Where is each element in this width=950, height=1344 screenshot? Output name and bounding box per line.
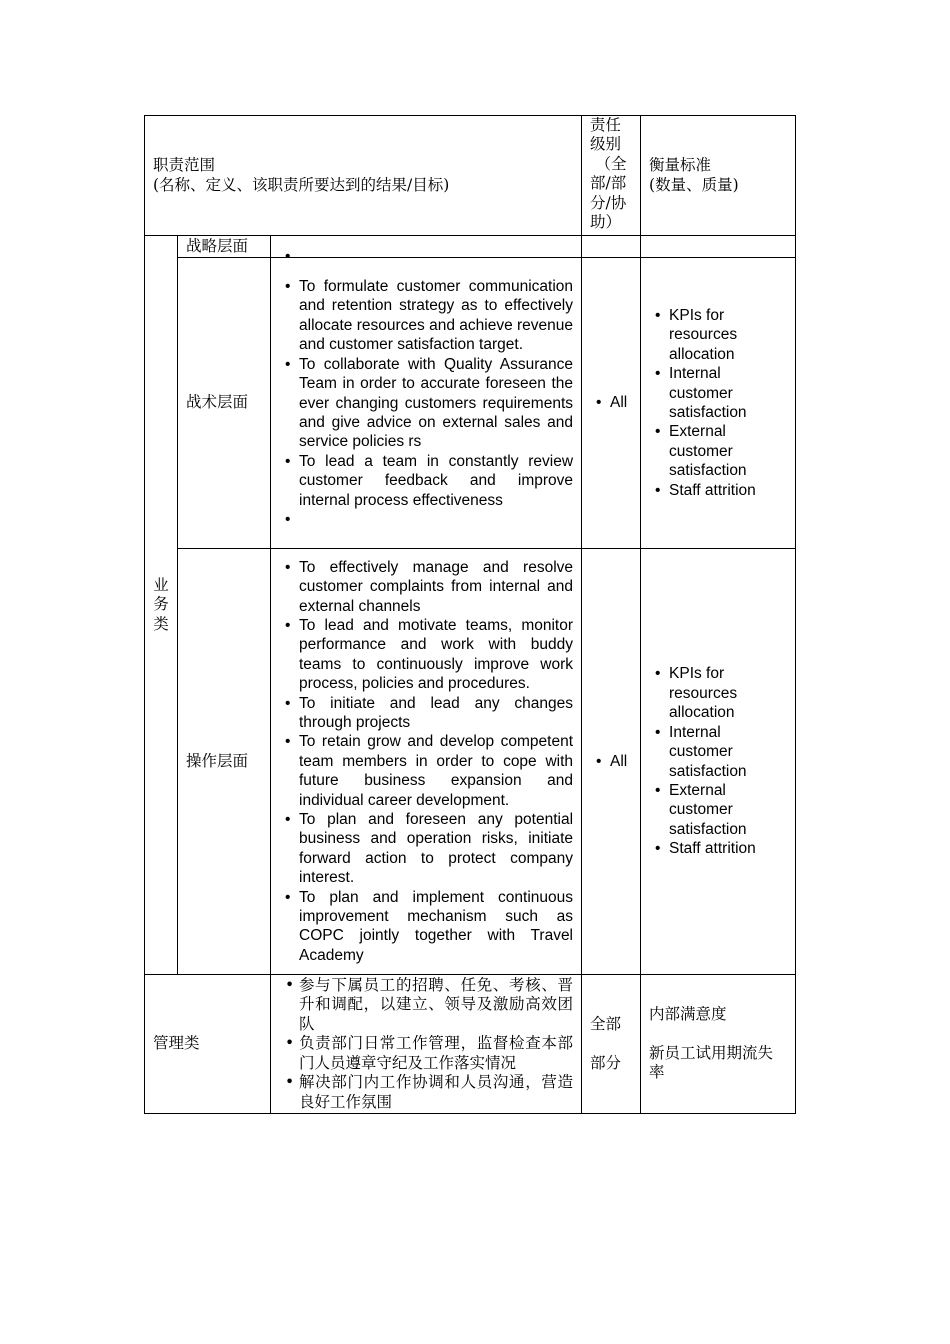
scope-subtitle: (名称、定义、该职责所要达到的结果/目标) xyxy=(153,175,450,194)
management-list xyxy=(279,976,573,1112)
scope-header-cell xyxy=(145,116,582,236)
operational-measure-cell xyxy=(641,549,796,975)
measure-subtitle: (数量、质量) xyxy=(649,175,739,194)
level-value: 部分 xyxy=(590,1053,622,1072)
business-category-char: 务 xyxy=(153,595,169,614)
list-item xyxy=(299,510,573,529)
list-item: • 解决部门内工作协调和人员沟通，营造良好工作氛围 xyxy=(299,1073,573,1112)
measure-item: • Internal customer satisfaction xyxy=(669,723,787,781)
measure-item: 内部满意度 xyxy=(649,1005,727,1024)
list-item: • 参与下属员工的招聘、任免、考核、晋升和调配，以建立、领导及激励高效团队 xyxy=(299,976,573,1034)
operational-level-list xyxy=(590,752,632,771)
measure-item: • External customer satisfaction xyxy=(669,422,787,480)
header-row xyxy=(145,116,796,236)
list-item: • To lead and motivate teams, monitor performance and work with buddy teams to continuously improve work process, policies and procedures. xyxy=(299,616,573,694)
list-item: • To plan and implement continuous improvement mechanism such as COPC jointly together with Travel Academy xyxy=(299,888,573,966)
list-item: • To collaborate with Quality Assurance Team in order to accurate foreseen the ever changing customers requirements and give advice on external sales and service policies rs xyxy=(299,355,573,452)
business-category-char: 业 xyxy=(153,575,169,594)
measure-title: 衡量标准 xyxy=(649,156,712,175)
tactical-label: 战术层面 xyxy=(178,258,271,549)
operational-row xyxy=(145,549,796,975)
list-item: • To lead a team in constantly review customer feedback and improve internal process effectiveness xyxy=(299,452,573,510)
level-header-line: （全 xyxy=(595,154,627,173)
management-items-cell xyxy=(271,975,582,1114)
strategic-label: 战略层面 xyxy=(178,236,271,258)
tactical-level-cell xyxy=(582,258,641,549)
level-header-line: 分/协 xyxy=(590,193,627,212)
scope-title: 职责范围 xyxy=(153,156,216,175)
level-header-line: 级别 xyxy=(590,135,622,154)
management-label: 管理类 xyxy=(145,975,271,1114)
operational-measure-list xyxy=(649,664,787,858)
list-item: • To formulate customer communication and retention strategy as to effectively allocate resources and achieve revenue and customer satisfaction target. xyxy=(299,277,573,355)
strategic-items-cell xyxy=(271,236,582,258)
strategic-level-cell xyxy=(582,236,641,258)
level-header-line: 责任 xyxy=(590,116,622,134)
responsibility-table xyxy=(144,115,796,1114)
tactical-list xyxy=(279,277,573,529)
operational-label: 操作层面 xyxy=(178,549,271,975)
strategic-row xyxy=(145,236,796,258)
measure-item: 新员工试用期流失率 xyxy=(649,1043,774,1082)
measure-item: • Staff attrition xyxy=(669,481,787,500)
management-row xyxy=(145,975,796,1114)
tactical-row xyxy=(145,258,796,549)
level-value: 全部 xyxy=(590,1015,622,1034)
business-category-cell xyxy=(145,236,178,975)
management-measure-cell xyxy=(641,975,796,1114)
level-value: • All xyxy=(610,752,632,771)
measure-item: • KPIs for resources allocation xyxy=(669,306,787,364)
tactical-measure-list xyxy=(649,306,787,500)
level-header-line: 助） xyxy=(590,213,622,232)
operational-list xyxy=(279,558,573,966)
list-item: • To initiate and lead any changes through projects xyxy=(299,694,573,733)
management-level-cell xyxy=(582,975,641,1114)
operational-level-cell xyxy=(582,549,641,975)
level-header-line: 部/部 xyxy=(590,174,627,193)
level-value: • All xyxy=(610,393,632,412)
measure-item: • KPIs for resources allocation xyxy=(669,664,787,722)
measure-item: • External customer satisfaction xyxy=(669,781,787,839)
strategic-measure-cell xyxy=(641,236,796,258)
list-item: • 负责部门日常工作管理，监督检查本部门人员遵章守纪及工作落实情况 xyxy=(299,1034,573,1073)
operational-items-cell xyxy=(271,549,582,975)
tactical-level-list xyxy=(590,393,632,412)
list-item: • To effectively manage and resolve customer complaints from internal and external channels xyxy=(299,558,573,616)
tactical-items-cell xyxy=(271,258,582,549)
business-category-char: 类 xyxy=(153,614,169,633)
list-item: • To retain grow and develop competent team members in order to cope with future business expansion and individual career development. xyxy=(299,732,573,810)
tactical-measure-cell xyxy=(641,258,796,549)
list-item: • To plan and foreseen any potential business and operation risks, initiate forward action to protect company interest. xyxy=(299,810,573,888)
measure-item: • Staff attrition xyxy=(669,839,787,858)
level-header-cell xyxy=(582,116,641,236)
measure-header-cell xyxy=(641,116,796,236)
measure-item: • Internal customer satisfaction xyxy=(669,364,787,422)
